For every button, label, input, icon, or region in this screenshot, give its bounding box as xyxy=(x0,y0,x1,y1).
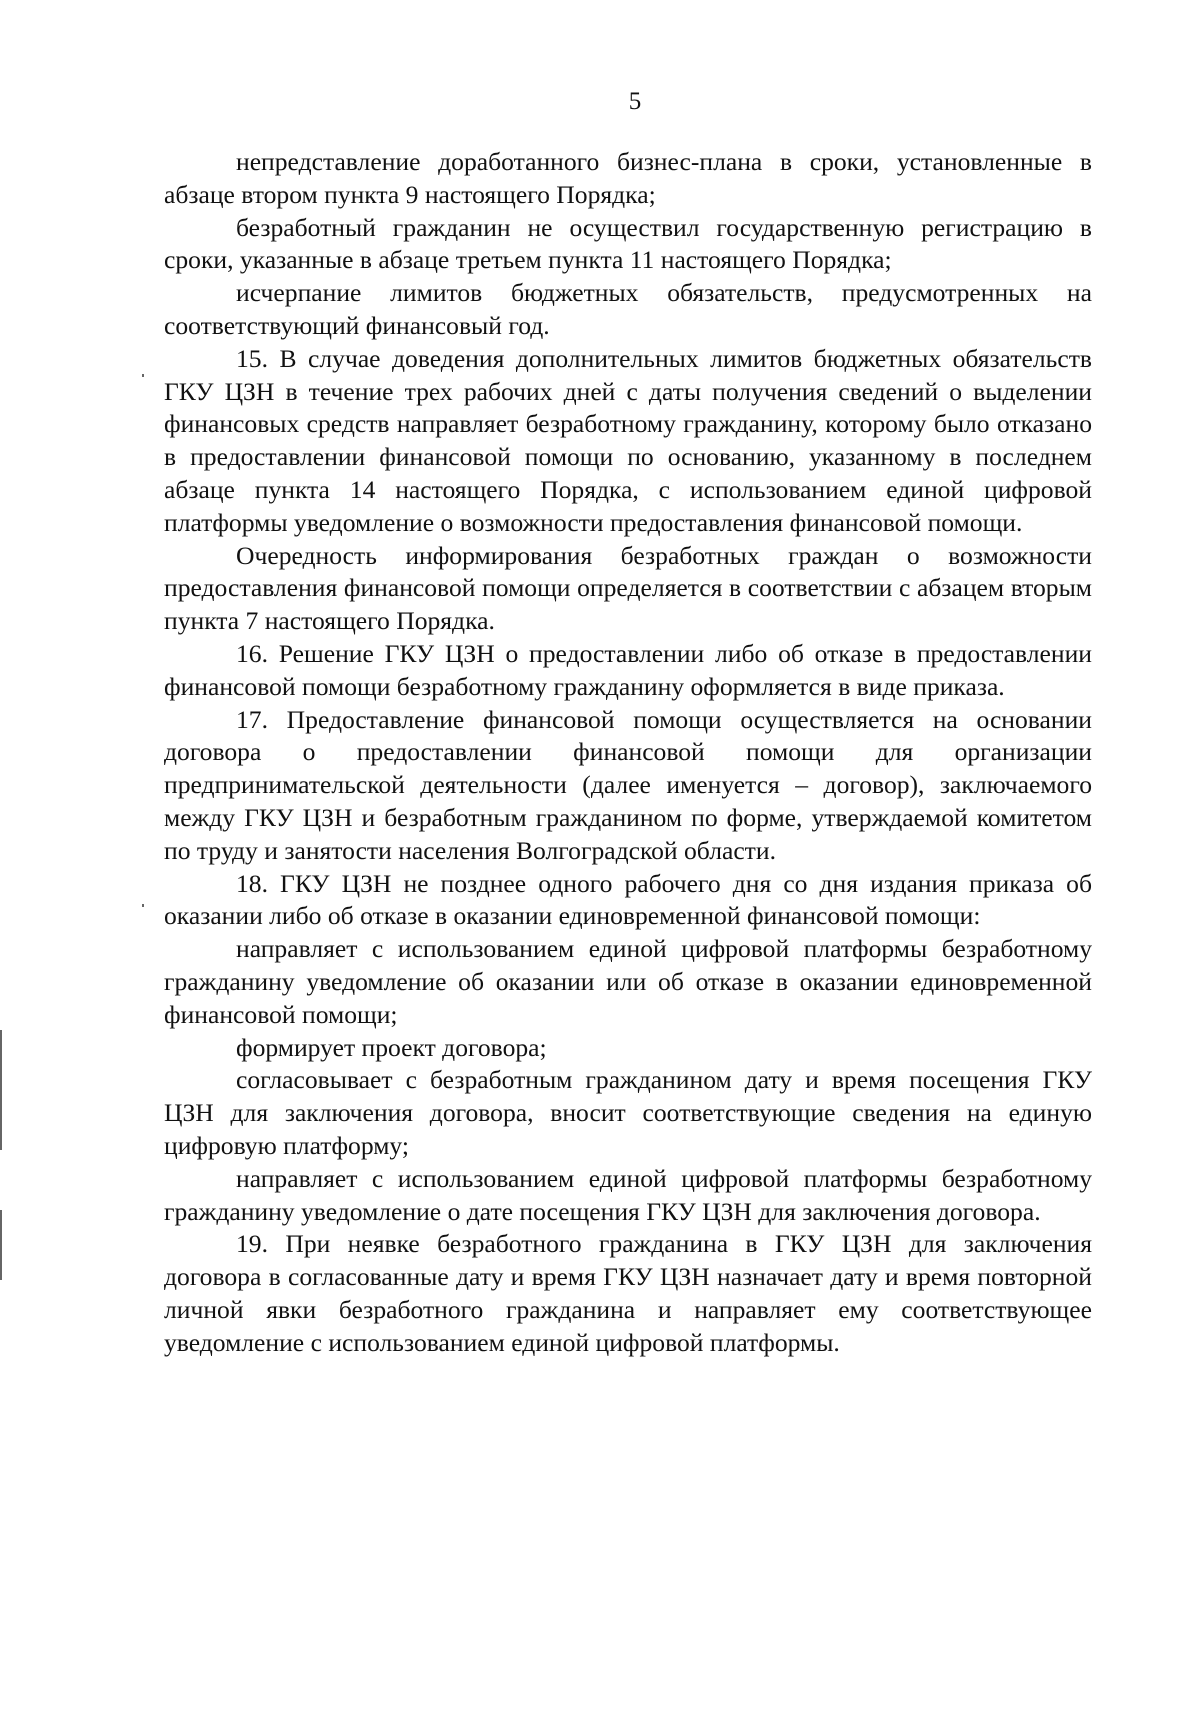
paragraph: формирует проект договора; xyxy=(236,1032,547,1062)
paragraph: согласовывает с безработным гражданином дату и время посещения ГКУ ЦЗН для заключения договора, вносит соответствующие сведения на единую цифровую платформу; xyxy=(164,1065,1092,1160)
paragraph: Очередность информирования безработных граждан о возможности предоставления финансовой помощи определяется в соответствии с абзацем вторым пункта 7 настоящего Порядка. xyxy=(164,540,1092,636)
scan-edge-mark xyxy=(142,374,144,377)
paragraph: непредставление доработанного бизнес-плана в сроки, установленные в абзаце втором пункта 9 настоящего Порядка; xyxy=(164,147,1092,209)
scan-edge-mark xyxy=(142,904,144,907)
scan-edge-mark xyxy=(0,1030,2,1150)
scan-edge-mark xyxy=(0,1210,2,1280)
paragraph-item-19: 19. При неявке безработного гражданина в ГКУ ЦЗН для заключения договора в согласованные дату и время ГКУ ЦЗН назначает дату и время повторной личной явки безработного гражданина и направляет ему соответствующее уведомление с использованием единой цифровой платформы. xyxy=(164,1229,1092,1357)
paragraph-item-16: 16. Решение ГКУ ЦЗН о предоставлении либо об отказе в предоставлении финансовой помощи безработному гражданину оформляется в виде приказа. xyxy=(164,638,1092,701)
page-number: 5 xyxy=(628,88,642,115)
paragraph: направляет с использованием единой цифровой платформы безработному гражданину уведомление об оказании или об отказе в оказании единовременной финансовой помощи; xyxy=(164,934,1092,1029)
paragraph: безработный гражданин не осуществил государственную регистрацию в сроки, указанные в абзаце третьем пункта 11 настоящего Порядка; xyxy=(164,212,1092,275)
document-body xyxy=(164,146,1092,1359)
paragraph: исчерпание лимитов бюджетных обязательств, предусмотренных на соответствующий финансовый год. xyxy=(164,278,1092,340)
paragraph-item-17: 17. Предоставление финансовой помощи осуществляется на основании договора о предоставлении финансовой помощи для организации предпринимательской деятельности (далее именуется – договор), заключаемого между ГКУ ЦЗН и безработным гражданином по форме, утверждаемой комитетом по труду и занятости населения Волгоградской области. xyxy=(164,704,1092,865)
paragraph-item-15: 15. В случае доведения дополнительных лимитов бюджетных обязательств ГКУ ЦЗН в течение трех рабочих дней с даты получения сведений о выделении финансовых средств направляет безработному гражданину, которому было отказано в предоставлении финансовой помощи по основанию, указанному в последнем абзаце пункта 14 настоящего Порядка, с использованием единой цифровой платформы уведомление о возможности предоставления финансовой помощи. xyxy=(164,343,1092,537)
paragraph: направляет с использованием единой цифровой платформы безработному гражданину уведомление о дате посещения ГКУ ЦЗН для заключения договора. xyxy=(164,1163,1092,1226)
paragraph-item-18: 18. ГКУ ЦЗН не позднее одного рабочего дня со дня издания приказа об оказании либо об отказе в оказании единовременной финансовой помощи: xyxy=(164,868,1092,931)
